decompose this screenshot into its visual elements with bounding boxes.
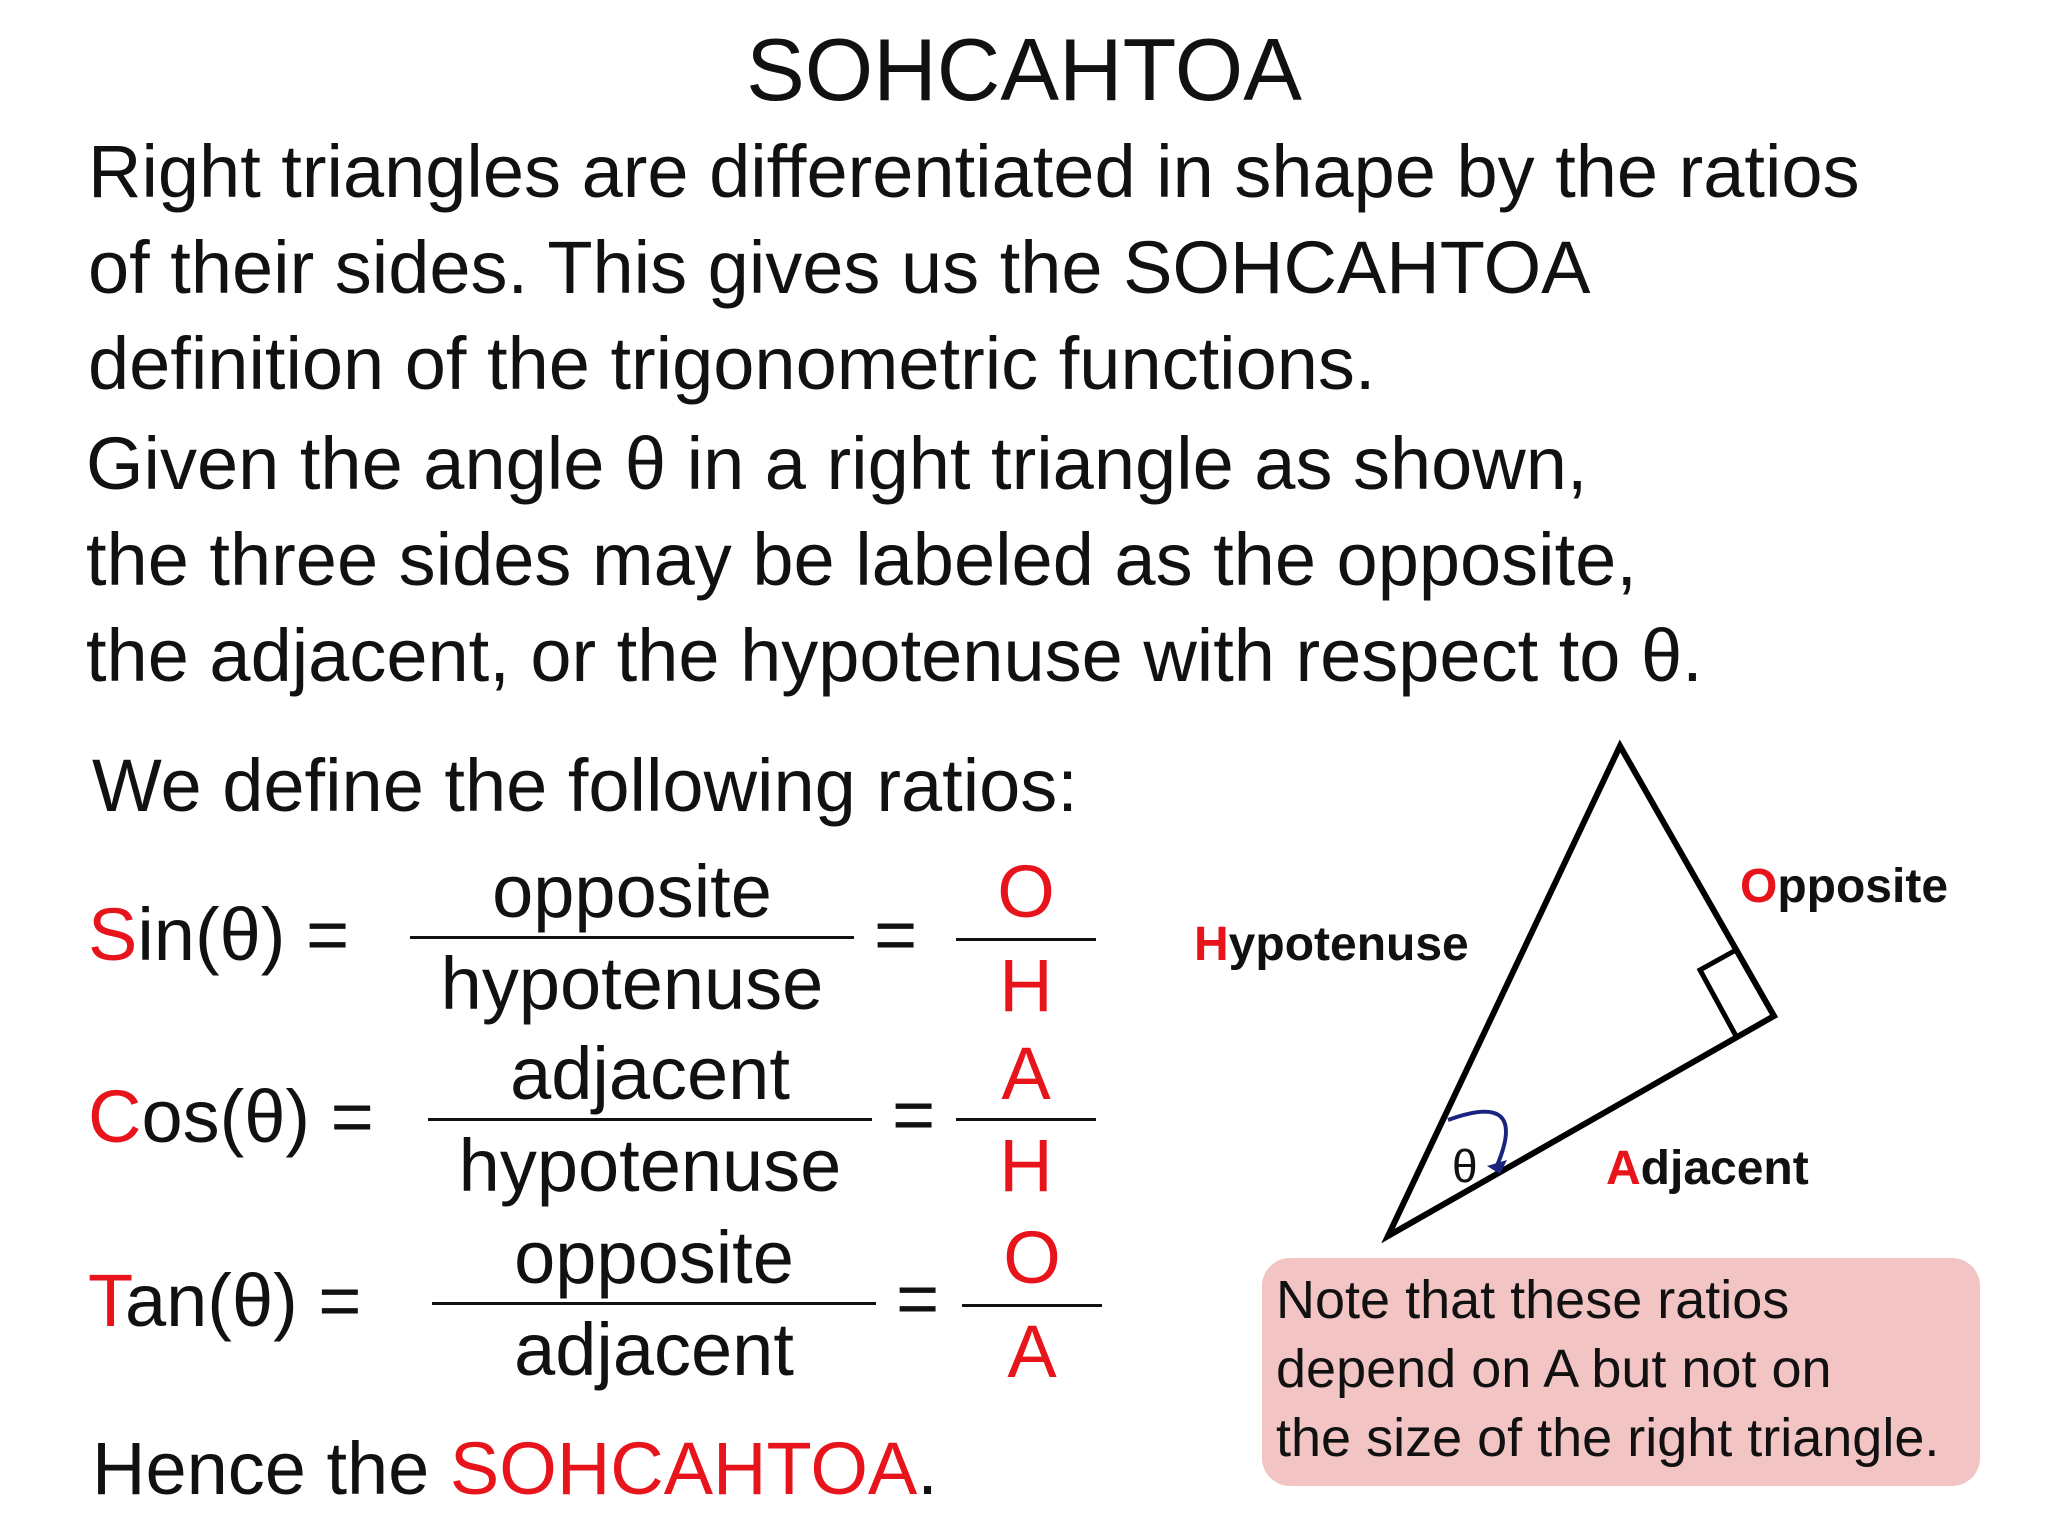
tan-short-numerator: O — [1003, 1216, 1061, 1299]
note-line: depend on A but not on — [1276, 1339, 1832, 1399]
cos-numerator: adjacent — [510, 1032, 790, 1115]
hypotenuse-initial: H — [1194, 918, 1229, 971]
right-angle-marker — [1700, 950, 1736, 1036]
given-line: Given the angle θ in a right triangle as shown, — [86, 422, 1588, 505]
intro-line: of their sides. This gives us the SOHCAHTOA — [88, 226, 1591, 309]
hypotenuse-rest: ypotenuse — [1228, 918, 1469, 971]
hence-after: . — [917, 1427, 938, 1510]
tan-denominator: adjacent — [514, 1308, 794, 1391]
define-heading: We define the following ratios: — [92, 744, 1078, 827]
note-line: Note that these ratios — [1276, 1270, 1790, 1330]
sin-numerator: opposite — [492, 850, 772, 933]
tan-equals: = — [896, 1257, 940, 1340]
opposite-label — [1740, 860, 1948, 913]
sin-denominator: hypotenuse — [440, 942, 824, 1025]
sin-initial: S — [88, 893, 138, 976]
tan-initial: T — [88, 1259, 125, 1342]
adjacent-rest: djacent — [1640, 1142, 1809, 1195]
given-line: the three sides may be labeled as the opposite, — [86, 518, 1637, 601]
adjacent-label — [1606, 1142, 1809, 1195]
sin-equals: = — [874, 893, 918, 976]
tan-numerator: opposite — [514, 1216, 794, 1299]
intro-line: definition of the trigonometric functions. — [88, 322, 1376, 405]
hypotenuse-label — [1194, 918, 1469, 971]
sin-rest: in(θ) = — [137, 893, 350, 976]
note-line: the size of the right triangle. — [1276, 1408, 1940, 1468]
cos-denominator: hypotenuse — [458, 1124, 842, 1207]
hence-before: Hence the — [92, 1427, 450, 1510]
tan-short-denominator: A — [1007, 1310, 1057, 1393]
sin-short-denominator: H — [999, 944, 1053, 1027]
hence-highlight: SOHCAHTOA — [449, 1427, 918, 1510]
page-title: SOHCAHTOA — [746, 20, 1302, 119]
cos-equals: = — [892, 1073, 936, 1156]
cos-short-numerator: A — [1001, 1032, 1051, 1115]
cos-rest: os(θ) = — [141, 1075, 374, 1158]
given-line: the adjacent, or the hypotenuse with respect to θ. — [86, 614, 1703, 697]
opposite-initial: O — [1740, 860, 1778, 913]
adjacent-initial: A — [1606, 1142, 1641, 1195]
cos-short-denominator: H — [999, 1124, 1053, 1207]
theta-label: θ — [1452, 1140, 1478, 1192]
intro-line: Right triangles are differentiated in shape by the ratios — [88, 130, 1860, 213]
note-box — [1262, 1258, 1980, 1486]
opposite-rest: pposite — [1777, 860, 1949, 913]
cos-initial: C — [88, 1075, 142, 1158]
sin-short-numerator: O — [997, 850, 1055, 933]
tan-rest: an(θ) = — [125, 1259, 362, 1342]
